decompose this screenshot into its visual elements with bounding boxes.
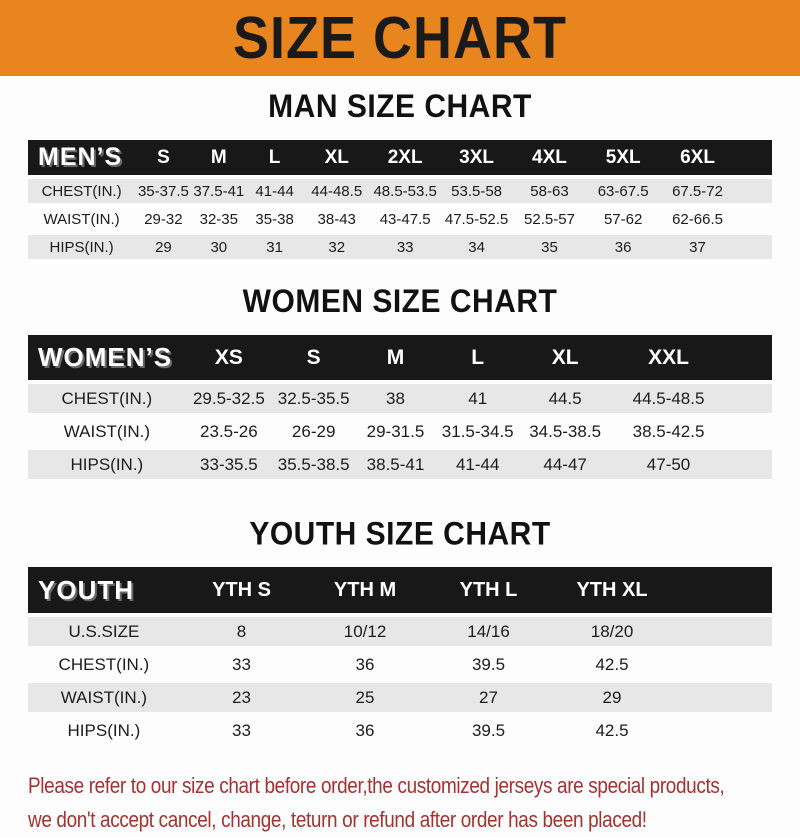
column-header: YTH L (427, 567, 551, 613)
row-spacer (735, 179, 772, 203)
youth-size-table (28, 563, 772, 749)
women-size-table (28, 331, 772, 483)
header-row (28, 140, 772, 175)
cell-value: 39.5 (427, 716, 551, 745)
cell-value: 23 (180, 683, 304, 712)
cell-value: 34 (440, 235, 513, 259)
column-header: S (135, 140, 192, 175)
table-row (28, 417, 772, 446)
row-label: HIPS(IN.) (28, 235, 135, 259)
column-header: 2XL (370, 140, 440, 175)
page-title: SIZE CHART (233, 4, 567, 71)
table-row (28, 235, 772, 259)
cell-value: 33 (370, 235, 440, 259)
table-row (28, 450, 772, 479)
cell-value: 14/16 (427, 617, 551, 646)
column-header: L (246, 140, 303, 175)
women-section (0, 263, 800, 483)
cell-value: 42.5 (550, 650, 674, 679)
cell-value: 43-47.5 (370, 207, 440, 231)
column-header: XS (186, 335, 272, 380)
column-header: 3XL (440, 140, 513, 175)
cell-value: 41 (436, 384, 520, 413)
table-corner-label: YOUTH (28, 567, 180, 613)
women-section-heading: WOMEN SIZE CHART (242, 284, 558, 320)
cell-value: 36 (586, 235, 660, 259)
table-row (28, 179, 772, 203)
column-header: 5XL (586, 140, 660, 175)
cell-value: 10/12 (303, 617, 427, 646)
column-header: XL (303, 140, 370, 175)
cell-value: 67.5-72 (660, 179, 734, 203)
cell-value: 53.5-58 (440, 179, 513, 203)
row-spacer (674, 650, 772, 679)
footer-note (0, 769, 800, 837)
cell-value: 47-50 (611, 450, 727, 479)
row-label: CHEST(IN.) (28, 179, 135, 203)
cell-value: 29 (135, 235, 192, 259)
cell-value: 41-44 (436, 450, 520, 479)
row-spacer (727, 384, 772, 413)
column-header: M (192, 140, 246, 175)
cell-value: 48.5-53.5 (370, 179, 440, 203)
table-row (28, 617, 772, 646)
cell-value: 41-44 (246, 179, 303, 203)
cell-value: 38-43 (303, 207, 370, 231)
header-row (28, 567, 772, 613)
men-section-heading: MAN SIZE CHART (268, 88, 532, 125)
header-row (28, 335, 772, 380)
cell-value: 38.5-42.5 (611, 417, 727, 446)
row-label: WAIST(IN.) (28, 207, 135, 231)
cell-value: 35-37.5 (135, 179, 192, 203)
youth-section-heading: YOUTH SIZE CHART (249, 516, 551, 553)
row-spacer (674, 617, 772, 646)
youth-section (0, 483, 800, 749)
column-header: M (355, 335, 435, 380)
header-spacer (735, 140, 772, 175)
row-label: WAIST(IN.) (28, 683, 180, 712)
row-label: CHEST(IN.) (28, 384, 186, 413)
header-spacer (727, 335, 772, 380)
column-header: YTH S (180, 567, 304, 613)
row-spacer (727, 450, 772, 479)
table-row (28, 384, 772, 413)
cell-value: 39.5 (427, 650, 551, 679)
cell-value: 44-47 (520, 450, 611, 479)
cell-value: 35 (513, 235, 586, 259)
table-row (28, 650, 772, 679)
cell-value: 33 (180, 716, 304, 745)
cell-value: 57-62 (586, 207, 660, 231)
cell-value: 32.5-35.5 (272, 384, 355, 413)
cell-value: 44.5 (520, 384, 611, 413)
row-spacer (674, 716, 772, 745)
table-corner-label: MEN’S (28, 140, 135, 175)
cell-value: 44.5-48.5 (611, 384, 727, 413)
column-header: XL (520, 335, 611, 380)
row-spacer (727, 417, 772, 446)
cell-value: 29-32 (135, 207, 192, 231)
row-label: CHEST(IN.) (28, 650, 180, 679)
row-spacer (674, 683, 772, 712)
column-header: XXL (611, 335, 727, 380)
men-section (0, 76, 800, 263)
banner (0, 0, 800, 76)
cell-value: 38.5-41 (355, 450, 435, 479)
men-size-table (28, 136, 772, 263)
cell-value: 31 (246, 235, 303, 259)
cell-value: 58-63 (513, 179, 586, 203)
footer-line-2: we don't accept cancel, change, teturn or refund after order has been placed! (28, 807, 647, 832)
header-spacer (674, 567, 772, 613)
cell-value: 44-48.5 (303, 179, 370, 203)
cell-value: 38 (355, 384, 435, 413)
cell-value: 18/20 (550, 617, 674, 646)
footer-line-1: Please refer to our size chart before order,the customized jerseys are special products, (28, 773, 725, 798)
row-label: WAIST(IN.) (28, 417, 186, 446)
table-row (28, 716, 772, 745)
cell-value: 42.5 (550, 716, 674, 745)
cell-value: 36 (303, 716, 427, 745)
cell-value: 35.5-38.5 (272, 450, 355, 479)
cell-value: 37 (660, 235, 734, 259)
column-header: L (436, 335, 520, 380)
cell-value: 32 (303, 235, 370, 259)
table-row (28, 207, 772, 231)
cell-value: 29-31.5 (355, 417, 435, 446)
cell-value: 8 (180, 617, 304, 646)
row-label: U.S.SIZE (28, 617, 180, 646)
cell-value: 62-66.5 (660, 207, 734, 231)
column-header: 4XL (513, 140, 586, 175)
cell-value: 30 (192, 235, 246, 259)
cell-value: 29.5-32.5 (186, 384, 272, 413)
cell-value: 23.5-26 (186, 417, 272, 446)
column-header: 6XL (660, 140, 734, 175)
cell-value: 25 (303, 683, 427, 712)
cell-value: 36 (303, 650, 427, 679)
row-spacer (735, 235, 772, 259)
cell-value: 34.5-38.5 (520, 417, 611, 446)
table-row (28, 683, 772, 712)
cell-value: 35-38 (246, 207, 303, 231)
column-header: YTH XL (550, 567, 674, 613)
cell-value: 52.5-57 (513, 207, 586, 231)
cell-value: 27 (427, 683, 551, 712)
cell-value: 47.5-52.5 (440, 207, 513, 231)
column-header: YTH M (303, 567, 427, 613)
cell-value: 26-29 (272, 417, 355, 446)
cell-value: 33-35.5 (186, 450, 272, 479)
cell-value: 33 (180, 650, 304, 679)
row-spacer (735, 207, 772, 231)
cell-value: 63-67.5 (586, 179, 660, 203)
cell-value: 37.5-41 (192, 179, 246, 203)
row-label: HIPS(IN.) (28, 716, 180, 745)
cell-value: 29 (550, 683, 674, 712)
cell-value: 32-35 (192, 207, 246, 231)
table-corner-label: WOMEN’S (28, 335, 186, 380)
column-header: S (272, 335, 355, 380)
row-label: HIPS(IN.) (28, 450, 186, 479)
cell-value: 31.5-34.5 (436, 417, 520, 446)
